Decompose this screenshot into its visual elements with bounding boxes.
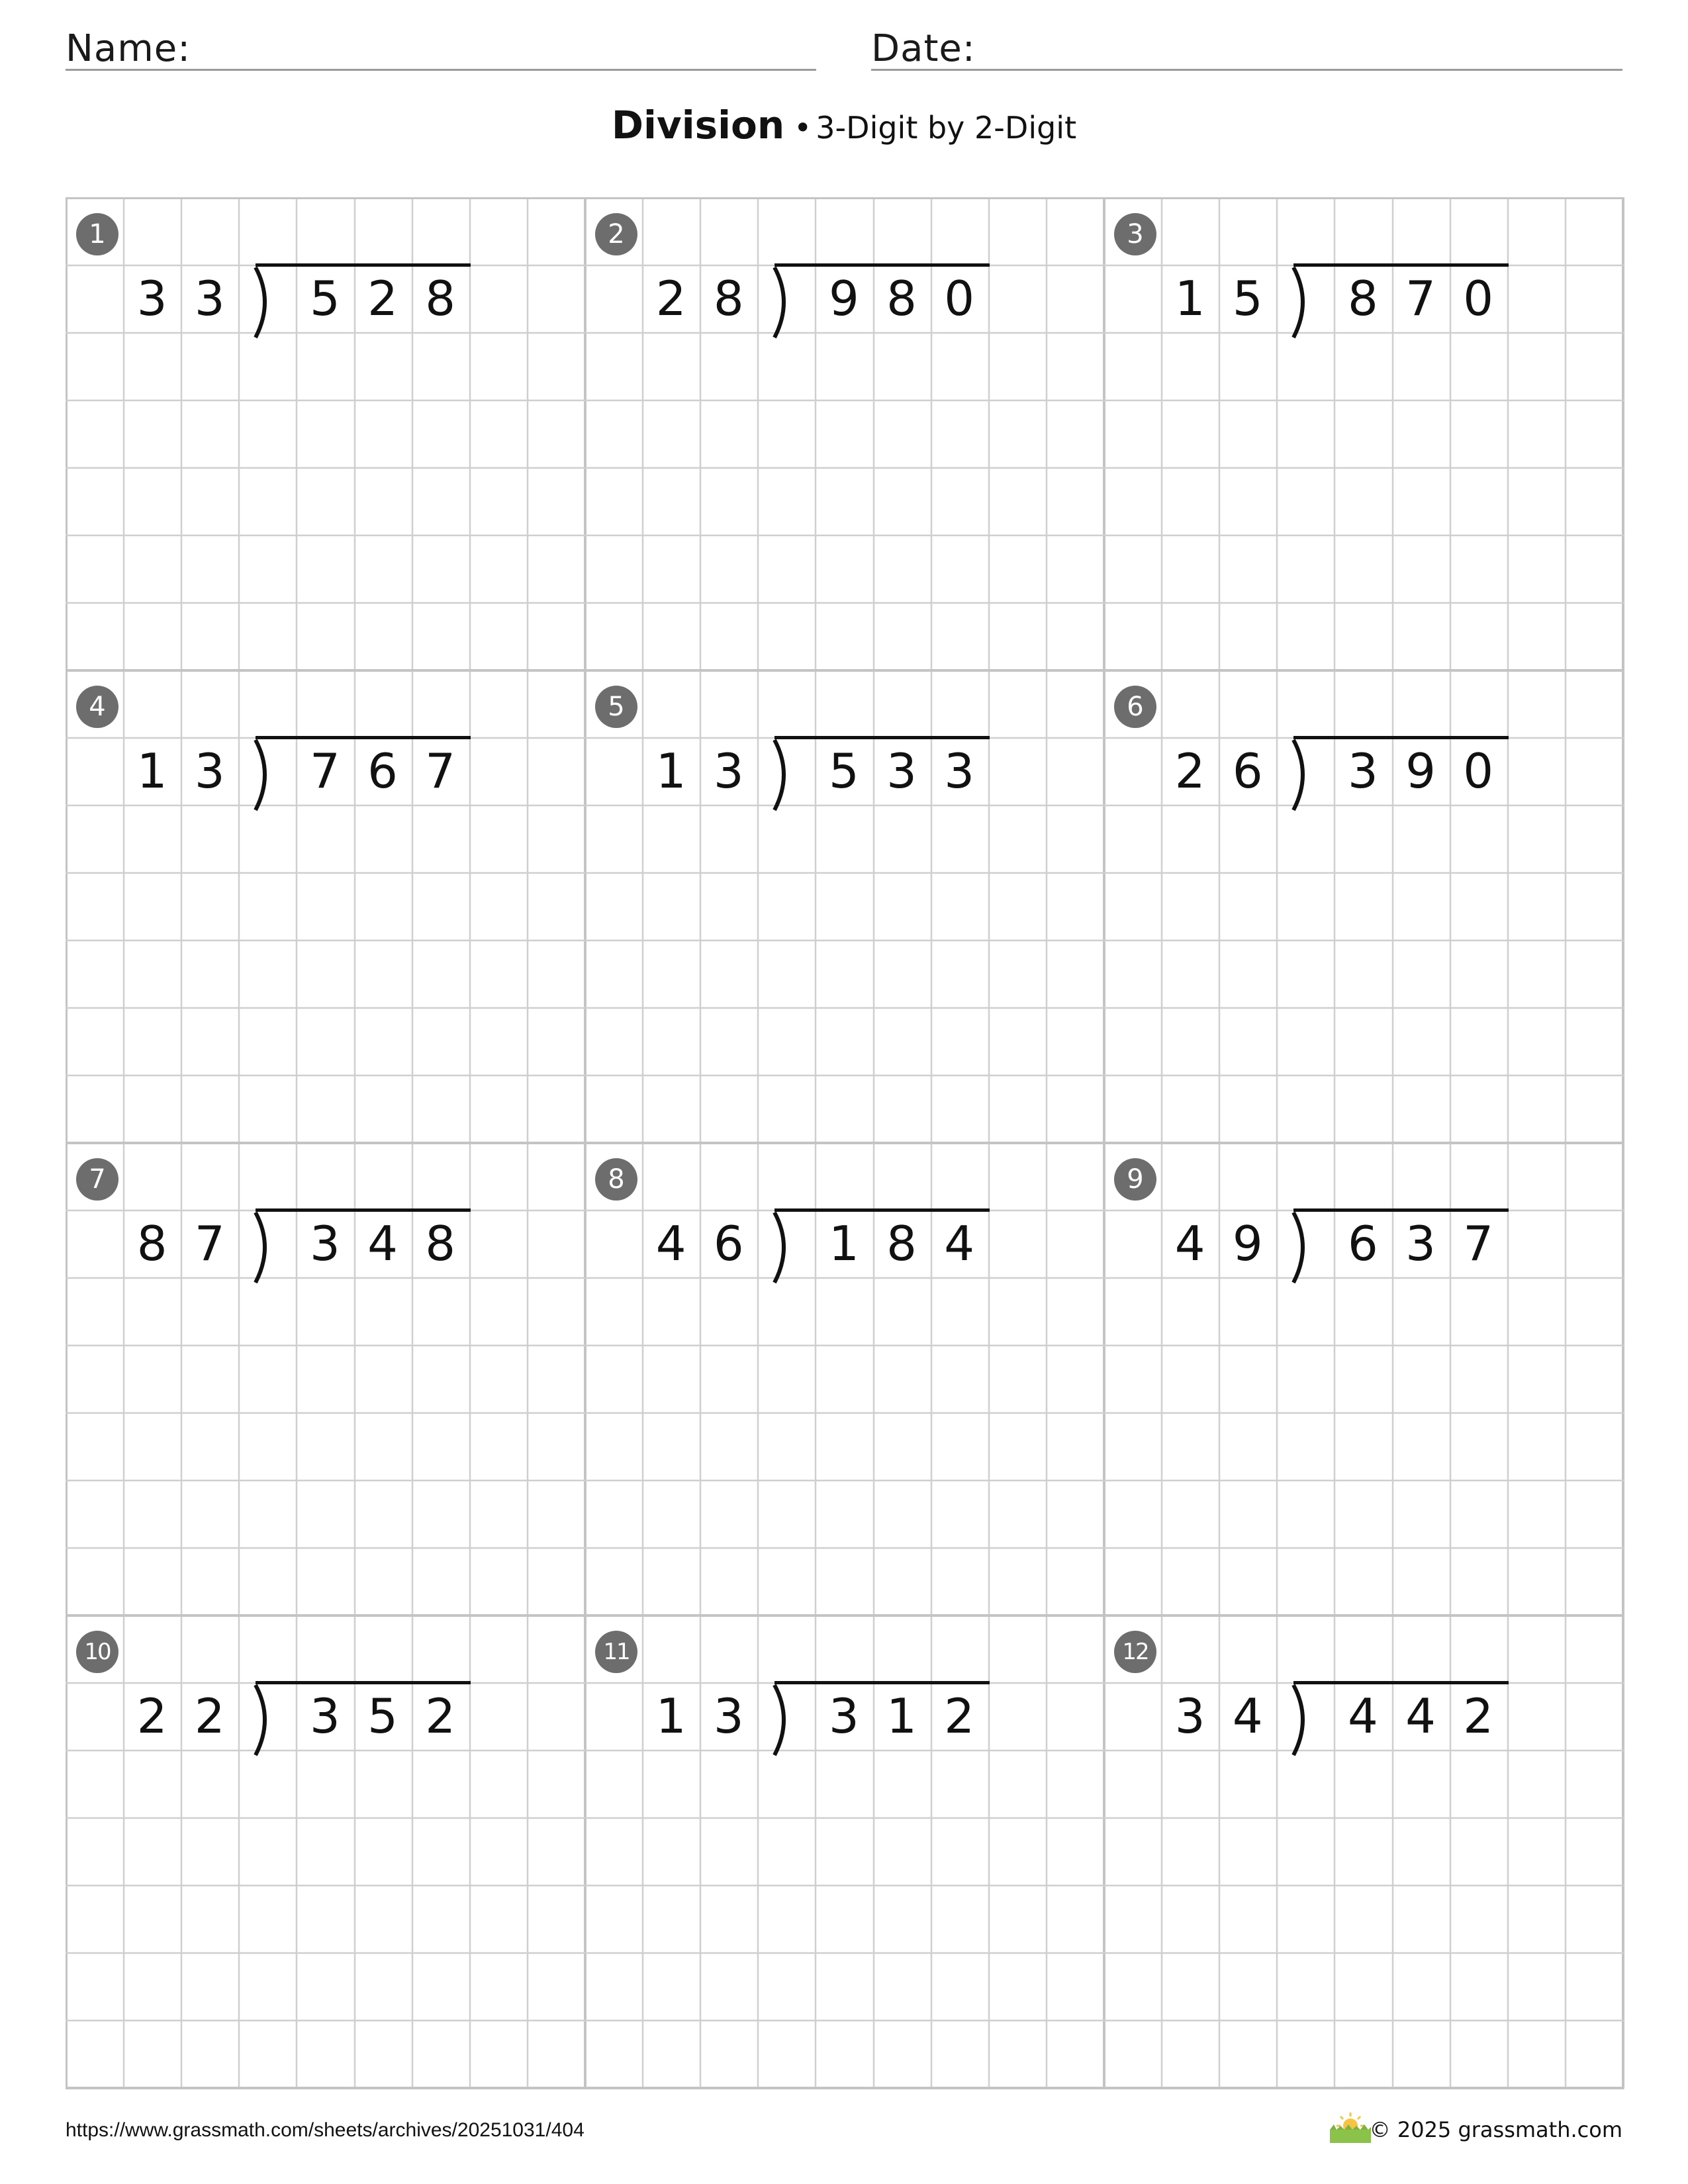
problem-number-badge: 8 bbox=[595, 1158, 637, 1201]
dividend-digit: 1 bbox=[829, 1216, 859, 1271]
name-label: Name: bbox=[66, 27, 191, 70]
dividend-digit: 3 bbox=[944, 743, 975, 799]
divisor-digit: 4 bbox=[655, 1216, 686, 1271]
divisor-digit: 3 bbox=[194, 271, 225, 326]
divisor-digit: 3 bbox=[194, 743, 225, 799]
division-problem bbox=[66, 1142, 585, 1615]
dividend-digit: 0 bbox=[1463, 271, 1494, 326]
division-bar bbox=[774, 263, 989, 267]
division-bracket bbox=[771, 1208, 797, 1288]
problem-number-badge: 3 bbox=[1114, 213, 1156, 255]
division-bar bbox=[256, 736, 470, 739]
title-subtitle: 3-Digit by 2-Digit bbox=[816, 110, 1077, 146]
division-bar bbox=[774, 1681, 989, 1684]
division-bracket bbox=[771, 736, 797, 815]
divisor-digit: 2 bbox=[1174, 743, 1205, 799]
title-separator: • bbox=[794, 110, 812, 146]
problem-number-badge: 5 bbox=[595, 686, 637, 728]
title-main: Division bbox=[611, 103, 785, 148]
divisor-digit: 7 bbox=[194, 1216, 225, 1271]
problem-number-badge: 11 bbox=[595, 1631, 637, 1673]
divisor-digit: 1 bbox=[655, 1688, 686, 1744]
division-bracket bbox=[1289, 1208, 1316, 1288]
dividend-digit: 7 bbox=[1463, 1216, 1494, 1271]
divisor-digit: 4 bbox=[1232, 1688, 1263, 1744]
dividend-digit: 7 bbox=[1405, 271, 1436, 326]
dividend-digit: 6 bbox=[367, 743, 398, 799]
dividend-digit: 3 bbox=[886, 743, 917, 799]
divisor-digit: 9 bbox=[1232, 1216, 1263, 1271]
division-bar bbox=[774, 736, 989, 739]
dividend-digit: 2 bbox=[425, 1688, 456, 1744]
division-problem bbox=[585, 670, 1103, 1142]
division-problem bbox=[585, 1615, 1103, 2087]
dividend-digit: 3 bbox=[829, 1688, 859, 1744]
dividend-digit: 6 bbox=[1348, 1216, 1378, 1271]
problem-number-badge: 4 bbox=[76, 686, 118, 728]
division-bar bbox=[256, 263, 470, 267]
divisor-digit: 4 bbox=[1174, 1216, 1205, 1271]
division-bracket bbox=[1289, 263, 1316, 343]
dividend-digit: 0 bbox=[1463, 743, 1494, 799]
divisor-digit: 3 bbox=[136, 271, 167, 326]
division-bracket bbox=[771, 263, 797, 343]
division-problem bbox=[66, 670, 585, 1142]
dividend-digit: 7 bbox=[310, 743, 340, 799]
division-bar bbox=[774, 1208, 989, 1212]
divisor-digit: 3 bbox=[1174, 1688, 1205, 1744]
grass-sun-logo-icon bbox=[1327, 2110, 1374, 2144]
problem-grid bbox=[66, 197, 1622, 2087]
divisor-digit: 2 bbox=[655, 271, 686, 326]
division-problem bbox=[1103, 670, 1622, 1142]
problem-number-badge: 10 bbox=[76, 1631, 118, 1673]
division-bracket bbox=[771, 1681, 797, 1760]
dividend-digit: 2 bbox=[944, 1688, 975, 1744]
dividend-digit: 8 bbox=[886, 1216, 917, 1271]
name-field[interactable] bbox=[66, 23, 816, 71]
footer-copyright: © 2025 grassmath.com bbox=[1369, 2117, 1622, 2142]
division-bar bbox=[256, 1208, 470, 1212]
division-bar bbox=[1293, 736, 1508, 739]
division-bracket bbox=[1289, 736, 1316, 815]
divisor-digit: 1 bbox=[136, 743, 167, 799]
division-bar bbox=[1293, 1208, 1508, 1212]
dividend-digit: 5 bbox=[829, 743, 859, 799]
dividend-digit: 5 bbox=[367, 1688, 398, 1744]
divisor-digit: 2 bbox=[136, 1688, 167, 1744]
divisor-digit: 8 bbox=[713, 271, 744, 326]
dividend-digit: 3 bbox=[1405, 1216, 1436, 1271]
dividend-digit: 9 bbox=[829, 271, 859, 326]
dividend-digit: 2 bbox=[367, 271, 398, 326]
divisor-digit: 8 bbox=[136, 1216, 167, 1271]
dividend-digit: 8 bbox=[425, 271, 456, 326]
division-bar bbox=[1293, 1681, 1508, 1684]
division-problem bbox=[66, 197, 585, 670]
division-bracket bbox=[252, 263, 278, 343]
dividend-digit: 3 bbox=[1348, 743, 1378, 799]
dividend-digit: 1 bbox=[886, 1688, 917, 1744]
division-bar bbox=[256, 1681, 470, 1684]
divisor-digit: 1 bbox=[655, 743, 686, 799]
division-problem bbox=[585, 1142, 1103, 1615]
division-problem bbox=[1103, 197, 1622, 670]
problem-number-badge: 12 bbox=[1114, 1631, 1156, 1673]
division-bracket bbox=[252, 736, 278, 815]
division-problem bbox=[1103, 1142, 1622, 1615]
divisor-digit: 3 bbox=[713, 743, 744, 799]
divisor-digit: 1 bbox=[1174, 271, 1205, 326]
division-bar bbox=[1293, 263, 1508, 267]
division-problem bbox=[66, 1615, 585, 2087]
dividend-digit: 4 bbox=[367, 1216, 398, 1271]
dividend-digit: 2 bbox=[1463, 1688, 1494, 1744]
dividend-digit: 4 bbox=[944, 1216, 975, 1271]
dividend-digit: 4 bbox=[1405, 1688, 1436, 1744]
dividend-digit: 0 bbox=[944, 271, 975, 326]
dividend-digit: 3 bbox=[310, 1216, 340, 1271]
division-bracket bbox=[1289, 1681, 1316, 1760]
divisor-digit: 6 bbox=[1232, 743, 1263, 799]
dividend-digit: 9 bbox=[1405, 743, 1436, 799]
dividend-digit: 8 bbox=[1348, 271, 1378, 326]
dividend-digit: 5 bbox=[310, 271, 340, 326]
divisor-digit: 2 bbox=[194, 1688, 225, 1744]
divisor-digit: 6 bbox=[713, 1216, 744, 1271]
problem-number-badge: 2 bbox=[595, 213, 637, 255]
date-field[interactable] bbox=[871, 23, 1622, 71]
division-problem bbox=[585, 197, 1103, 670]
problem-number-badge: 7 bbox=[76, 1158, 118, 1201]
divisor-digit: 3 bbox=[713, 1688, 744, 1744]
division-bracket bbox=[252, 1681, 278, 1760]
problem-number-badge: 1 bbox=[76, 213, 118, 255]
division-bracket bbox=[252, 1208, 278, 1288]
divisor-digit: 5 bbox=[1232, 271, 1263, 326]
problem-number-badge: 6 bbox=[1114, 686, 1156, 728]
division-problem bbox=[1103, 1615, 1622, 2087]
dividend-digit: 8 bbox=[425, 1216, 456, 1271]
dividend-digit: 3 bbox=[310, 1688, 340, 1744]
worksheet-title bbox=[0, 103, 1688, 148]
dividend-digit: 7 bbox=[425, 743, 456, 799]
dividend-digit: 8 bbox=[886, 271, 917, 326]
footer-url[interactable]: https://www.grassmath.com/sheets/archives/20251031/404 bbox=[66, 2119, 585, 2141]
problem-number-badge: 9 bbox=[1114, 1158, 1156, 1201]
dividend-digit: 4 bbox=[1348, 1688, 1378, 1744]
date-label: Date: bbox=[871, 27, 976, 70]
